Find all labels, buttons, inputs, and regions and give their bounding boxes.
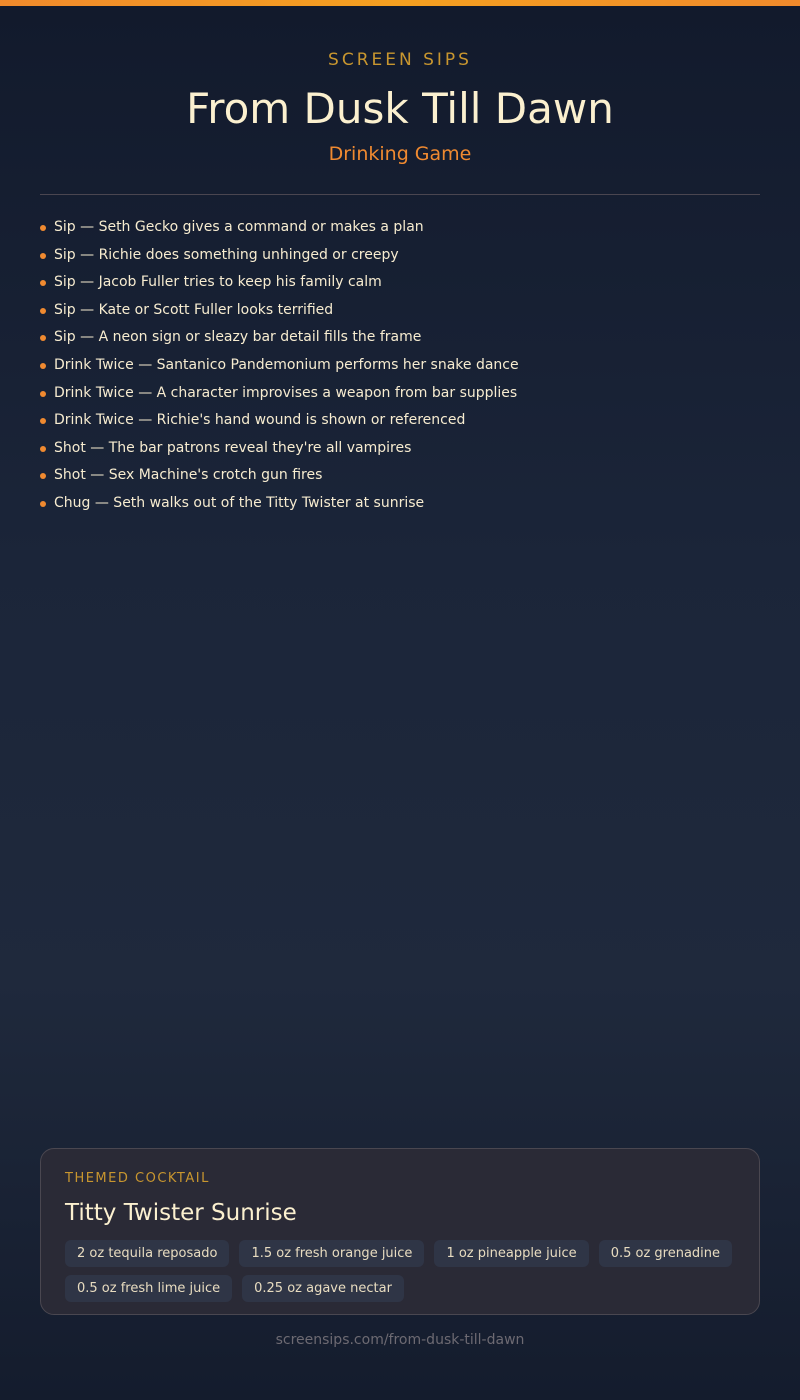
rule-item — [40, 297, 760, 325]
rule-text: Shot — Sex Machine's crotch gun fires — [54, 467, 323, 484]
rule-text: Sip — Richie does something unhinged or creepy — [54, 246, 399, 263]
rule-item — [40, 242, 760, 270]
footer-url[interactable]: screensips.com/from-dusk-till-dawn — [275, 1332, 525, 1348]
ingredient-list — [65, 1240, 735, 1302]
cocktail-card — [40, 1148, 760, 1315]
cocktail-name: Titty Twister Sunrise — [65, 1200, 297, 1226]
bullet-icon — [40, 308, 46, 314]
rule-text: Drink Twice — Richie's hand wound is shown or referenced — [54, 412, 466, 429]
rule-text: Sip — Jacob Fuller tries to keep his family calm — [54, 274, 382, 291]
bullet-icon — [40, 446, 46, 452]
ingredient-tag: 0.5 oz grenadine — [599, 1240, 732, 1267]
ingredient-tag: 1 oz pineapple juice — [434, 1240, 588, 1267]
bullet-icon — [40, 473, 46, 479]
header-divider — [40, 194, 760, 195]
bullet-icon — [40, 391, 46, 397]
ingredient-tag: 0.5 oz fresh lime juice — [65, 1275, 232, 1302]
bullet-icon — [40, 280, 46, 286]
rule-item — [40, 407, 760, 435]
ingredient-tag: 1.5 oz fresh orange juice — [239, 1240, 424, 1267]
rule-item — [40, 380, 760, 408]
rule-text: Shot — The bar patrons reveal they're all vampires — [54, 439, 412, 456]
page-subtitle: Drinking Game — [328, 143, 472, 165]
rule-item — [40, 352, 760, 380]
ingredient-tag: 0.25 oz agave nectar — [242, 1275, 404, 1302]
page-header — [0, 50, 800, 165]
brand-label: SCREEN SIPS — [328, 50, 472, 70]
rule-text: Drink Twice — Santanico Pandemonium performs her snake dance — [54, 356, 519, 373]
page-title: From Dusk Till Dawn — [186, 84, 614, 133]
bullet-icon — [40, 225, 46, 231]
top-accent-bar — [0, 0, 800, 6]
rule-text: Sip — Seth Gecko gives a command or makes a plan — [54, 219, 424, 235]
rule-item — [40, 214, 760, 242]
cocktail-label: THEMED COCKTAIL — [65, 1171, 210, 1186]
rule-item — [40, 490, 760, 518]
ingredient-tag: 2 oz tequila reposado — [65, 1240, 229, 1267]
bullet-icon — [40, 501, 46, 507]
rule-text: Chug — Seth walks out of the Titty Twister at sunrise — [54, 494, 425, 511]
rule-item — [40, 435, 760, 463]
bullet-icon — [40, 418, 46, 424]
rule-item — [40, 324, 760, 352]
bullet-icon — [40, 253, 46, 259]
rule-item — [40, 462, 760, 490]
rule-text: Sip — A neon sign or sleazy bar detail fills the frame — [54, 329, 422, 346]
rules-list — [40, 214, 760, 518]
rule-item — [40, 269, 760, 297]
bullet-icon — [40, 363, 46, 369]
rule-text: Sip — Kate or Scott Fuller looks terrified — [54, 301, 334, 318]
rule-text: Drink Twice — A character improvises a weapon from bar supplies — [54, 384, 518, 401]
bullet-icon — [40, 335, 46, 341]
